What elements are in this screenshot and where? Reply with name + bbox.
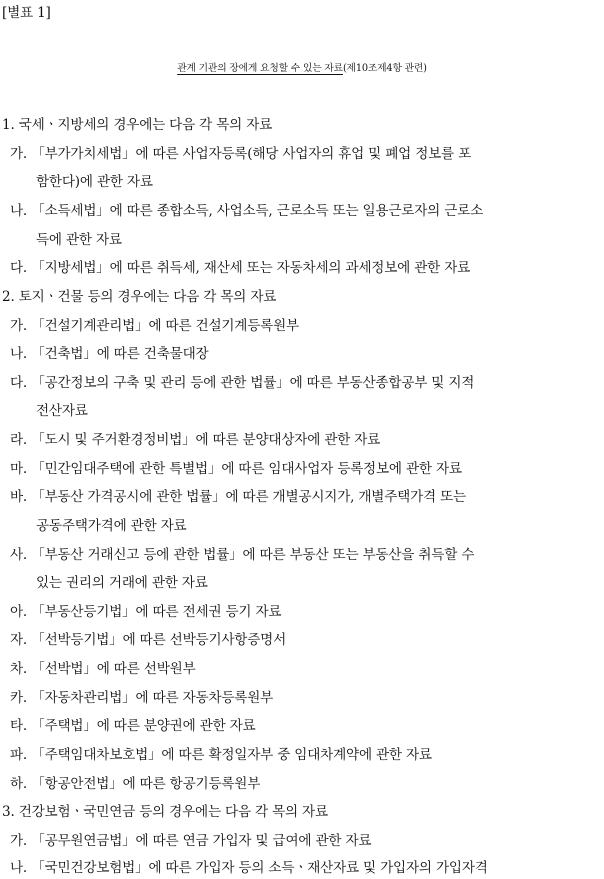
- list-item: 바. 「부동산 가격공시에 관한 법률」에 따른 개별공시지가, 개별주택가격 또는: [10, 489, 466, 505]
- list-item: 나. 「국민건강보험법」에 따른 가입자 등의 소득ㆍ재산자료 및 가입자의 가입자격: [10, 860, 488, 876]
- title-reference: (제10조제4항 관련): [342, 63, 427, 74]
- list-item: 나. 「소득세법」에 따른 종합소득, 사업소득, 근로소득 또는 일용근로자의 근로소: [10, 203, 483, 219]
- list-item: 가. 「공무원연금법」에 따른 연금 가입자 및 급여에 관한 자료: [10, 833, 372, 849]
- list-item-continuation: 있는 권리의 거래에 관한 자료: [36, 575, 208, 591]
- section-heading: 1. 국세ㆍ지방세의 경우에는 다음 각 목의 자료: [2, 117, 273, 133]
- list-item: 다. 「지방세법」에 따른 취득세, 재산세 또는 자동차세의 과세정보에 관한 자료: [10, 260, 471, 276]
- list-item: 타. 「주택법」에 따른 분양권에 관한 자료: [10, 718, 256, 734]
- list-item: 하. 「항공안전법」에 따른 항공기등록원부: [10, 776, 261, 792]
- list-item: 파. 「주택임대차보호법」에 따른 확정일자부 중 임대차계약에 관한 자료: [10, 747, 432, 763]
- list-item-continuation: 함한다)에 관한 자료: [36, 174, 153, 190]
- list-item-continuation: 전산자료: [36, 403, 88, 419]
- title-main: 관계 기관의 장에게 요청할 수 있는 자료: [177, 63, 343, 74]
- list-item: 자. 「선박등기법」에 따른 선박등기사항증명서: [10, 632, 287, 648]
- list-item: 아. 「부동산등기법」에 따른 전세권 등기 자료: [10, 604, 282, 620]
- list-item: 나. 「건축법」에 따른 건축물대장: [10, 346, 209, 362]
- list-item-continuation: 공동주택가격에 관한 자료: [36, 518, 187, 534]
- list-item: 가. 「부가가치세법」에 따른 사업자등록(해당 사업자의 휴업 및 폐업 정보를 포: [10, 146, 472, 162]
- list-item-continuation: 득에 관한 자료: [36, 232, 122, 248]
- list-item: 차. 「선박법」에 따른 선박원부: [10, 661, 196, 677]
- annex-label: [별표 1]: [2, 5, 51, 21]
- list-item: 가. 「건설기계관리법」에 따른 건설기계등록원부: [10, 318, 299, 334]
- section-heading: 2. 토지ㆍ건물 등의 경우에는 다음 각 목의 자료: [2, 289, 277, 305]
- list-item: 다. 「공간정보의 구축 및 관리 등에 관한 법률」에 따른 부동산종합공부 및 지적: [10, 375, 475, 391]
- list-item: 사. 「부동산 거래신고 등에 관한 법률」에 따른 부동산 또는 부동산을 취득할 수: [10, 547, 475, 563]
- list-item: 카. 「자동차관리법」에 따른 자동차등록원부: [10, 690, 274, 706]
- list-item: 라. 「도시 및 주거환경정비법」에 따른 분양대상자에 관한 자료: [10, 432, 381, 448]
- section-heading: 3. 건강보험ㆍ국민연금 등의 경우에는 다음 각 목의 자료: [2, 804, 328, 820]
- list-item: 마. 「민간임대주택에 관한 특별법」에 따른 임대사업자 등록정보에 관한 자료: [10, 461, 462, 477]
- document-title: [0, 59, 604, 79]
